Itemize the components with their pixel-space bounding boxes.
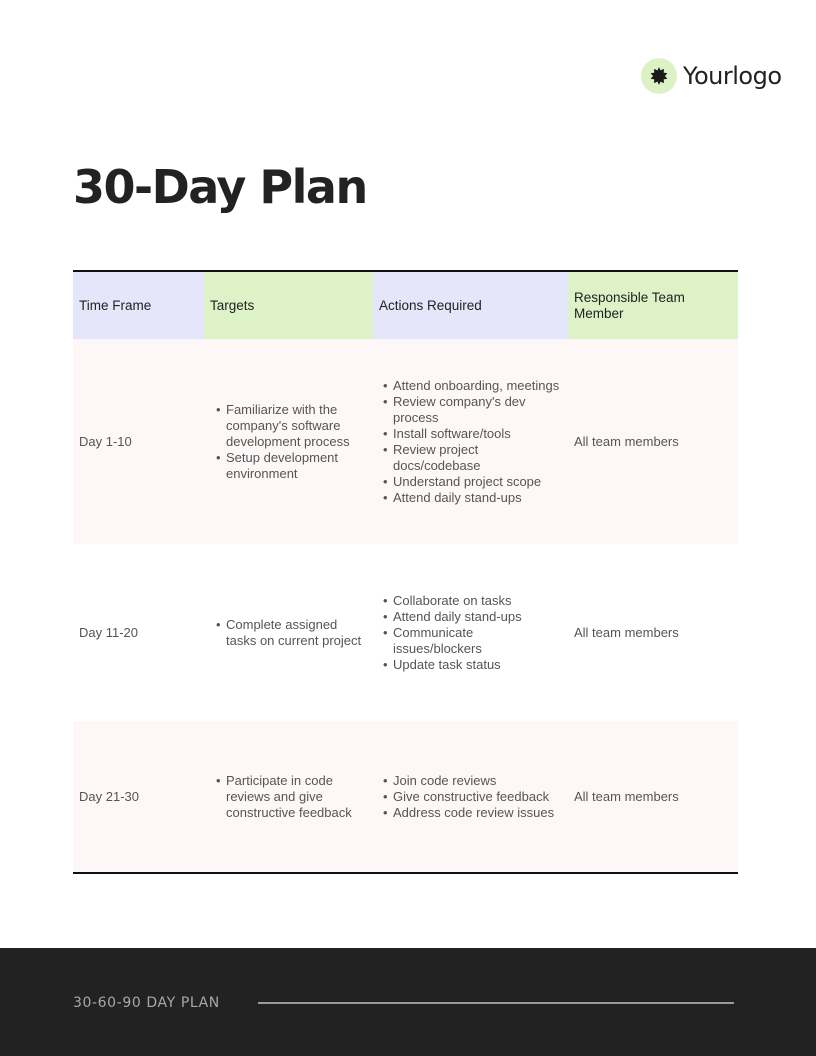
responsible-cell: All team members bbox=[568, 339, 738, 544]
list-item: • Setup development environment bbox=[213, 450, 367, 482]
list-item: • Join code reviews bbox=[380, 773, 562, 789]
page-title: 30-Day Plan bbox=[73, 160, 367, 214]
targets-list bbox=[213, 402, 367, 482]
actions-list bbox=[380, 593, 562, 673]
list-item: • Attend onboarding, meetings bbox=[380, 378, 562, 394]
logo-text: Yourlogo bbox=[683, 62, 782, 90]
header-responsible: Responsible Team Member bbox=[568, 271, 738, 339]
actions-cell bbox=[373, 339, 568, 544]
list-item: • Communicate issues/blockers bbox=[380, 625, 562, 657]
logo bbox=[641, 58, 782, 94]
logo-badge bbox=[641, 58, 677, 94]
targets-cell bbox=[204, 339, 373, 544]
list-item: • Update task status bbox=[380, 657, 562, 673]
list-item: • Install software/tools bbox=[380, 426, 562, 442]
plan-table bbox=[73, 270, 738, 874]
targets-list bbox=[213, 773, 367, 821]
header-actions-required: Actions Required bbox=[373, 271, 568, 339]
list-item: • Give constructive feedback bbox=[380, 789, 562, 805]
time-frame-cell: Day 11-20 bbox=[79, 624, 139, 640]
list-item: • Participate in code reviews and give constructive feedback bbox=[213, 773, 367, 821]
footer-label: 30-60-90 DAY PLAN bbox=[73, 995, 220, 1011]
targets-cell bbox=[204, 544, 373, 721]
footer-divider bbox=[258, 1002, 734, 1004]
list-item: • Attend daily stand-ups bbox=[380, 609, 562, 625]
responsible-cell: All team members bbox=[574, 624, 679, 640]
list-item: • Familiarize with the company's software development process bbox=[213, 402, 367, 450]
list-item: • Address code review issues bbox=[380, 805, 562, 821]
list-item: • Attend daily stand-ups bbox=[380, 490, 562, 506]
targets-cell bbox=[204, 721, 373, 873]
table-header-row bbox=[73, 271, 738, 339]
responsible-cell: All team members bbox=[568, 721, 738, 873]
actions-list bbox=[380, 378, 562, 506]
list-item: • Complete assigned tasks on current project bbox=[213, 617, 367, 649]
header-targets: Targets bbox=[204, 271, 373, 339]
list-item: • Understand project scope bbox=[380, 474, 562, 490]
list-item: • Collaborate on tasks bbox=[380, 593, 562, 609]
actions-cell bbox=[373, 544, 568, 721]
actions-cell bbox=[373, 721, 568, 873]
time-frame-cell: Day 21-30 bbox=[73, 721, 204, 873]
actions-list bbox=[380, 773, 562, 821]
table-row bbox=[73, 721, 738, 873]
header-time-frame: Time Frame bbox=[73, 271, 204, 339]
list-item: • Review company's dev process bbox=[380, 394, 562, 426]
list-item: • Review project docs/codebase bbox=[380, 442, 562, 474]
time-frame-cell: Day 1-10 bbox=[73, 339, 204, 544]
footer bbox=[0, 948, 816, 1056]
starburst-icon bbox=[649, 66, 669, 86]
table-row bbox=[73, 339, 738, 544]
table-row bbox=[73, 544, 738, 721]
targets-list bbox=[213, 617, 367, 649]
